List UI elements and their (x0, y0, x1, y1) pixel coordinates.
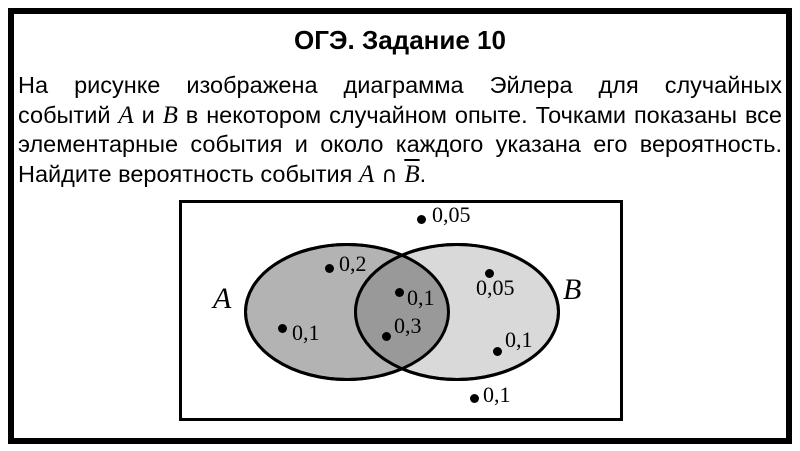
set-a-label: A (213, 282, 232, 315)
event-probability-label: 0,05 (432, 202, 471, 227)
event-probability-label: 0,1 (292, 320, 320, 345)
text-line-4-end: . (419, 160, 427, 187)
event-probability-label: 0,1 (483, 382, 511, 407)
event-dot (382, 332, 391, 341)
event-probability-label: 0,2 (339, 251, 367, 276)
event-probability-label: 0,1 (407, 285, 435, 310)
event-probability-label: 0,1 (505, 327, 533, 352)
event-dot (493, 347, 502, 356)
problem-text (18, 71, 782, 190)
event-a-variable: A (118, 101, 134, 129)
event-probability-label: 0,05 (476, 275, 515, 300)
set-b-label: B (563, 273, 582, 306)
text-line-4-pre: Найдите вероятность события (18, 160, 359, 187)
event-dot (417, 215, 426, 224)
intersection-symbol: ∩ (374, 162, 405, 188)
euler-diagram (182, 203, 620, 418)
event-dot (470, 394, 479, 403)
event-dot (278, 324, 287, 333)
event-a-variable: A (358, 160, 375, 188)
text-line-2-mid: и (133, 101, 163, 128)
page-title: ОГЭ. Задание 10 (294, 25, 506, 55)
euler-diagram-box (179, 200, 623, 421)
text-line-2 (18, 101, 782, 131)
text-line-4 (18, 160, 782, 191)
text-line-2-pre: событий (18, 101, 119, 128)
text-line-3: элементарные события и около каждого указана его вероятность. (18, 131, 782, 157)
event-b-complement-variable: $\overline{B}$ (404, 160, 420, 188)
event-b-variable: B (162, 101, 178, 129)
text-line-2-post: в некотором случайном опыте. Точками показаны все (177, 101, 783, 128)
event-dot (395, 288, 404, 297)
event-dot (325, 264, 334, 273)
event-probability-label: 0,3 (394, 313, 422, 338)
text-line-1: На рисунке изображена диаграмма Эйлера для случайных (18, 72, 782, 98)
